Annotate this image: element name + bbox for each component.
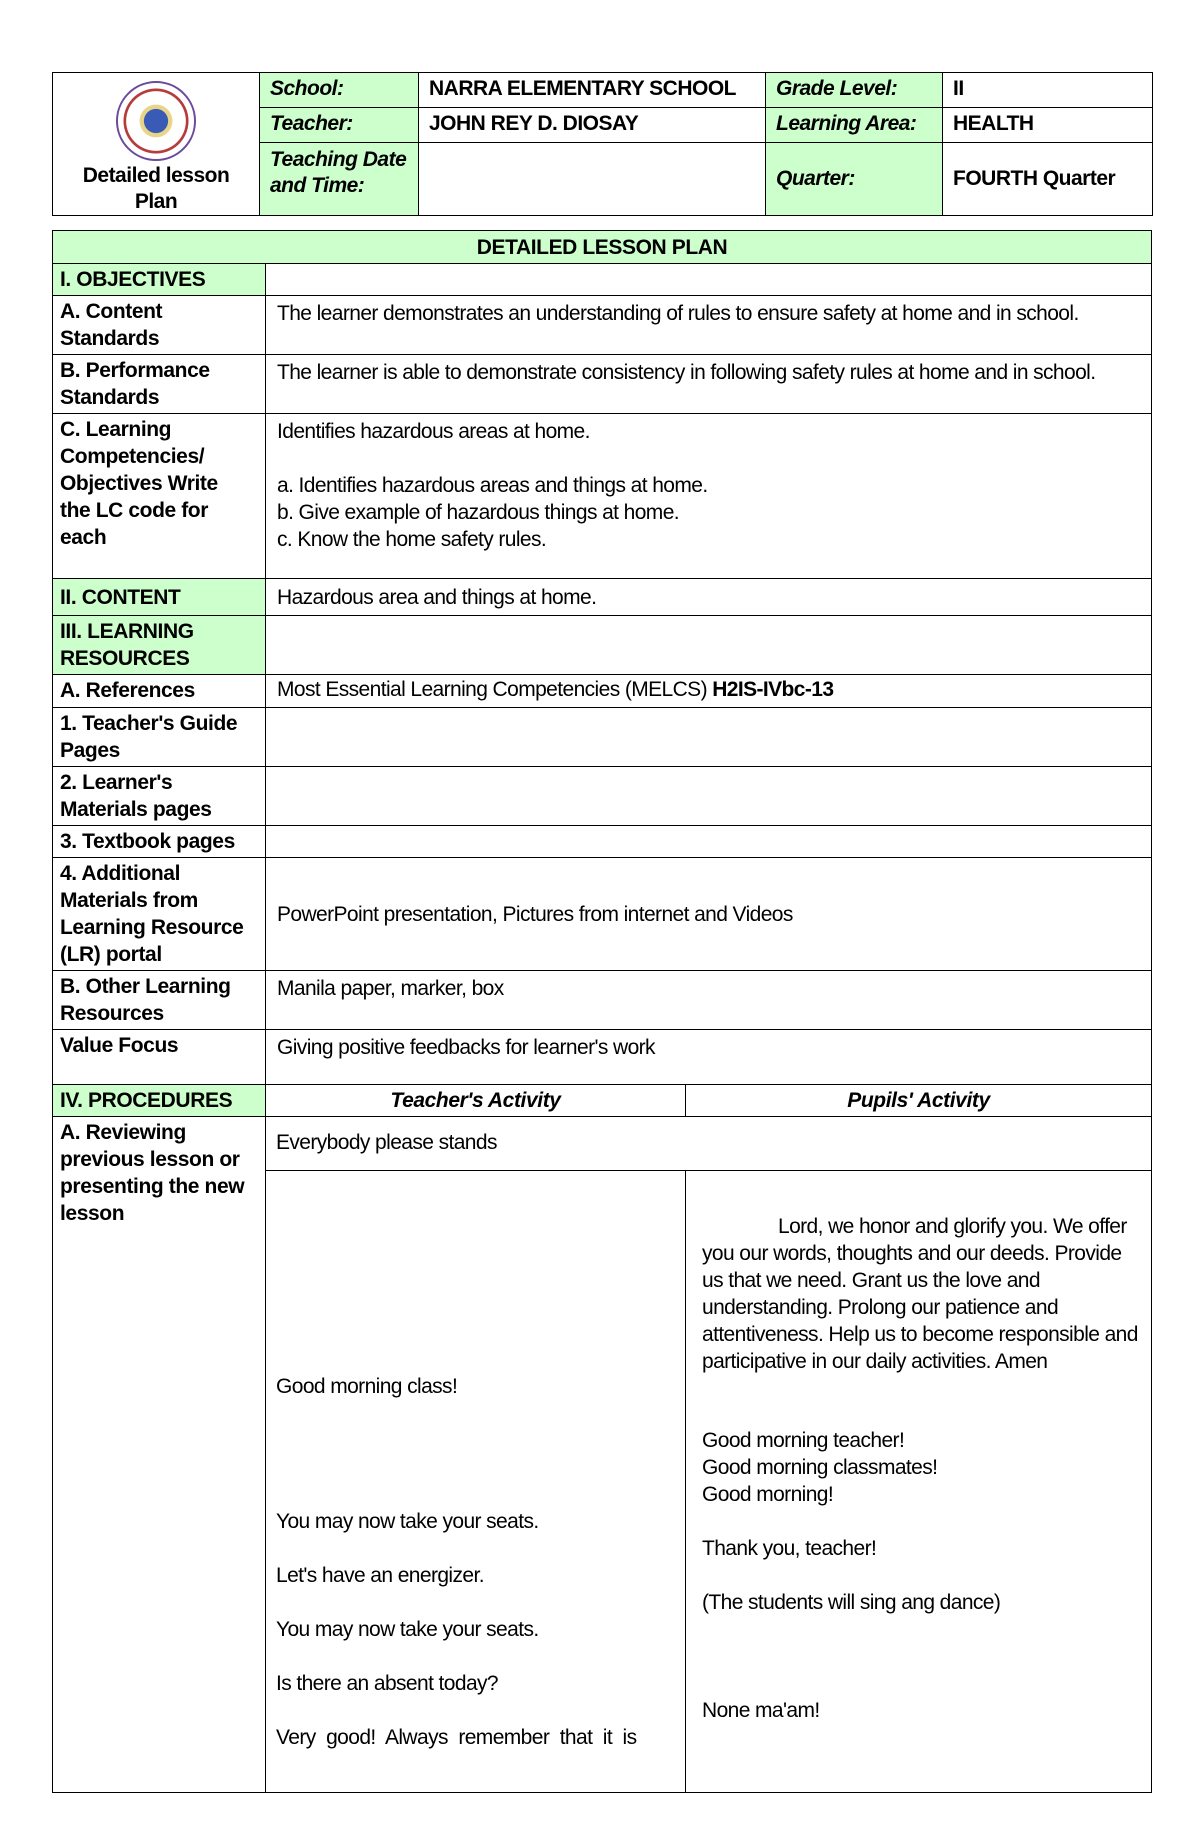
content-label: II. CONTENT	[53, 579, 266, 616]
deped-seal-icon	[116, 81, 196, 161]
area-value: HEALTH	[943, 108, 1153, 143]
competency-c: c. Know the home safety rules.	[277, 528, 547, 551]
teacher-value: JOHN REY D. DIOSAY	[419, 108, 766, 143]
other-value: Manila paper, marker, box	[266, 971, 1152, 1030]
content-value: Hazardous area and things at home.	[266, 579, 1152, 616]
teacher-label: Teacher:	[260, 108, 419, 143]
pupils-prayer: Lord, we honor and glorify you. We offer you our words, thoughts and our deeds. Provide us that we need. Grant us the love and understanding. Prolong our patience and attentiveness. Help us to become responsible and participative in our daily activities. Amen	[702, 1215, 1138, 1373]
lm-cell	[266, 767, 1152, 826]
grade-label: Grade Level:	[766, 73, 943, 108]
reviewing-label: A. Reviewing previous lesson or presenting the new lesson	[53, 1117, 266, 1793]
resources-label: III. LEARNING RESOURCES	[53, 616, 266, 675]
textbook-label: 3. Textbook pages	[53, 826, 266, 858]
lm-label: 2. Learner's Materials pages	[53, 767, 266, 826]
additional-label: 4. Additional Materials from Learning Resource (LR) portal	[53, 858, 266, 971]
quarter-value: FOURTH Quarter	[943, 143, 1153, 216]
header-logo-cell	[53, 73, 260, 216]
references-code: H2IS-IVbc-13	[712, 678, 834, 701]
performance-standards-label: B. Performance Standards	[53, 355, 266, 414]
teacher-line-7: Very good! Always remember that it is	[276, 1726, 637, 1749]
other-label: B. Other Learning Resources	[53, 971, 266, 1030]
teacher-line-1: Everybody please stands	[276, 1131, 497, 1154]
pupils-activity-header: Pupils' Activity	[686, 1085, 1152, 1117]
pupils-line-6: None ma'am!	[702, 1699, 820, 1722]
competency-a: a. Identifies hazardous areas and things at home.	[277, 474, 708, 497]
objectives-cell	[266, 264, 1152, 296]
competency-main: Identifies hazardous areas at home.	[277, 420, 590, 443]
teacher-line-5: You may now take your seats.	[276, 1618, 539, 1641]
pupils-line-4: Thank you, teacher!	[702, 1537, 877, 1560]
resources-cell	[266, 616, 1152, 675]
value-value: Giving positive feedbacks for learner's work	[266, 1030, 1152, 1085]
competencies-cell	[266, 414, 1152, 579]
grade-value: II	[943, 73, 1153, 108]
pupils-line-2: Good morning classmates!	[702, 1456, 938, 1479]
procedures-label: IV. PROCEDURES	[53, 1085, 266, 1117]
competency-b: b. Give example of hazardous things at home.	[277, 501, 680, 524]
date-label: Teaching Date and Time:	[260, 143, 419, 216]
teacher-activity-header: Teacher's Activity	[266, 1085, 686, 1117]
references-label: A. References	[53, 675, 266, 708]
area-label: Learning Area:	[766, 108, 943, 143]
lesson-plan-table	[52, 230, 1152, 1793]
teacher-activity-cell	[266, 1171, 686, 1793]
date-value	[419, 143, 766, 216]
value-label: Value Focus	[53, 1030, 266, 1085]
references-cell	[266, 675, 1152, 708]
references-text: Most Essential Learning Competencies (MELCS)	[277, 678, 707, 701]
teacher-line-3: You may now take your seats.	[276, 1510, 539, 1533]
pupils-line-3: Good morning!	[702, 1483, 834, 1506]
competencies-label: C. Learning Competencies/ Objectives Write the LC code for each	[53, 414, 266, 579]
content-standards-label: A. Content Standards	[53, 296, 266, 355]
teacher-line-2: Good morning class!	[276, 1375, 458, 1398]
teacher-line-4: Let's have an energizer.	[276, 1564, 484, 1587]
pupils-line-5: (The students will sing ang dance)	[702, 1591, 1001, 1614]
tg-label: 1. Teacher's Guide Pages	[53, 708, 266, 767]
pupils-line-1: Good morning teacher!	[702, 1429, 905, 1452]
school-label: School:	[260, 73, 419, 108]
objectives-label: I. OBJECTIVES	[53, 264, 266, 296]
content-standards: The learner demonstrates an understanding of rules to ensure safety at home and in school.	[266, 296, 1152, 355]
plan-title: DETAILED LESSON PLAN	[53, 231, 1152, 264]
quarter-label: Quarter:	[766, 143, 943, 216]
textbook-cell	[266, 826, 1152, 858]
teacher-line-6: Is there an absent today?	[276, 1672, 498, 1695]
school-value: NARRA ELEMENTARY SCHOOL	[419, 73, 766, 108]
tg-cell	[266, 708, 1152, 767]
performance-standards: The learner is able to demonstrate consistency in following safety rules at home and in school.	[266, 355, 1152, 414]
doc-label: Detailed lesson Plan	[82, 164, 230, 213]
header-table	[52, 72, 1153, 216]
additional-value: PowerPoint presentation, Pictures from internet and Videos	[266, 858, 1152, 971]
